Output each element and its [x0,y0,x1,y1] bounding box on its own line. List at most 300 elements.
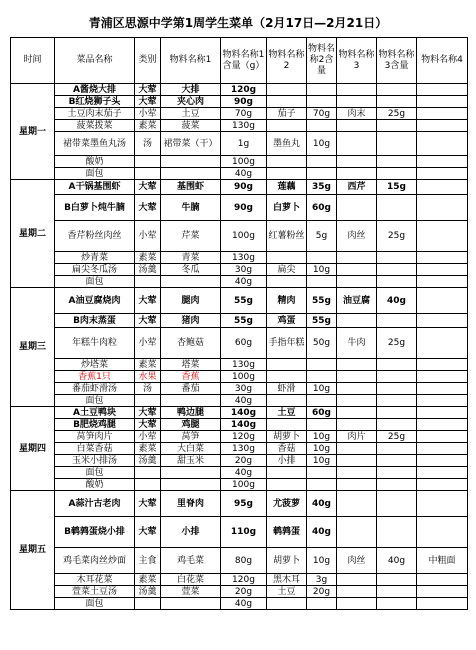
table-cell: 香芹粉丝肉丝 [55,221,135,252]
table-cell: 70g [307,108,337,120]
table-cell: 1g [221,132,267,156]
table-cell [377,252,417,264]
header-dish-name: 菜品名称 [55,38,135,84]
table-row [11,574,468,586]
table-cell: 牛腩 [161,195,221,221]
table-cell: 5g [307,221,337,252]
table-cell: 50g [307,328,337,359]
day-label: 星期三 [11,288,55,407]
table-cell [337,120,377,132]
table-cell: 胡萝卜 [267,548,307,574]
table-cell: 甜玉米 [161,455,221,467]
table-cell [337,168,377,180]
table-cell [417,517,468,548]
table-row [11,419,468,431]
table-cell: 里脊肉 [161,491,221,517]
table-cell: 90g [221,96,267,108]
table-cell [417,407,468,419]
table-cell: 140g [221,419,267,431]
table-cell: 莴笋 [161,431,221,443]
table-cell [377,479,417,491]
table-cell: 西芹 [337,180,377,195]
table-row [11,383,468,395]
table-cell: 小排 [267,455,307,467]
table-cell: 木耳花菜 [55,574,135,586]
table-cell: 大排 [161,84,221,96]
header-material-3-amount: 物料名称3含量 [377,38,417,84]
table-cell [267,395,307,407]
table-cell: 10g [307,548,337,574]
table-cell [161,395,221,407]
table-cell: 鸭边腿 [161,407,221,419]
table-row [11,108,468,120]
table-cell [417,371,468,383]
table-cell: 20g [307,586,337,598]
day-label: 星期五 [11,491,55,610]
table-cell [337,467,377,479]
table-cell: 大荤 [135,84,161,96]
table-row [11,407,468,419]
table-cell: 鸡毛菜 [161,548,221,574]
table-cell: A土豆鸭块 [55,407,135,419]
menu-body [11,84,468,610]
table-cell: 主食 [135,548,161,574]
table-cell [417,221,468,252]
table-cell: 萱菜土豆汤 [55,586,135,598]
table-cell: 素菜 [135,120,161,132]
table-row [11,120,468,132]
table-cell: 黑木耳 [267,574,307,586]
table-cell [337,96,377,108]
table-row [11,548,468,574]
table-cell: 素菜 [135,443,161,455]
table-cell: 大荤 [135,491,161,517]
table-cell: 年糕牛肉粒 [55,328,135,359]
table-cell: 大荤 [135,314,161,328]
table-cell [267,371,307,383]
table-cell [417,419,468,431]
table-cell: 10g [307,455,337,467]
table-cell [267,84,307,96]
table-cell: 55g [307,314,337,328]
table-cell [307,467,337,479]
table-cell: 精肉 [267,288,307,314]
table-cell: 冬瓜 [161,264,221,276]
table-cell [417,252,468,264]
table-cell [337,586,377,598]
table-cell [307,598,337,610]
table-cell [337,598,377,610]
table-cell: 香蕉 [161,371,221,383]
table-cell [417,598,468,610]
table-cell: 汤羹 [135,455,161,467]
table-cell: 菠菜 [161,120,221,132]
table-cell: 香菇 [267,443,307,455]
table-cell [161,156,221,168]
table-cell [307,156,337,168]
table-cell: 110g [221,517,267,548]
table-row [11,264,468,276]
table-row [11,168,468,180]
table-cell: 大白菜 [161,443,221,455]
table-cell: 60g [221,328,267,359]
table-cell [417,491,468,517]
table-cell [267,419,307,431]
table-row [11,359,468,371]
table-cell: 40g [221,467,267,479]
table-cell [377,264,417,276]
table-cell: 40g [377,288,417,314]
table-cell [377,455,417,467]
header-row [11,38,468,84]
table-cell: 40g [221,168,267,180]
table-cell: 肉丝 [337,221,377,252]
table-cell [161,598,221,610]
table-cell [417,96,468,108]
table-row [11,467,468,479]
table-cell: 55g [221,314,267,328]
table-cell: 面包 [55,598,135,610]
table-cell [267,467,307,479]
table-cell: 大荤 [135,180,161,195]
table-cell [307,395,337,407]
table-cell [377,517,417,548]
day-label: 星期二 [11,180,55,288]
table-cell: 肉丝 [337,548,377,574]
table-cell [337,419,377,431]
table-cell [267,252,307,264]
table-cell: 大荤 [135,407,161,419]
table-row [11,491,468,517]
table-cell: 100g [221,156,267,168]
table-cell: 25g [377,108,417,120]
table-cell [377,84,417,96]
table-cell: 汤羹 [135,264,161,276]
table-cell: 白花菜 [161,574,221,586]
table-cell: B肥烧鸡腿 [55,419,135,431]
table-cell: 猪肉 [161,314,221,328]
table-cell: 100g [221,479,267,491]
table-cell: 肉末 [337,108,377,120]
table-cell [417,574,468,586]
table-cell [417,132,468,156]
table-cell [337,407,377,419]
table-row [11,195,468,221]
table-cell [307,479,337,491]
table-cell: 鸡腿 [161,419,221,431]
table-cell [267,276,307,288]
table-row [11,276,468,288]
table-row [11,252,468,264]
table-cell [377,491,417,517]
header-material-1-amount: 物料名称1含量（g） [221,38,267,84]
table-cell: 20g [221,455,267,467]
table-cell [417,443,468,455]
table-cell [307,419,337,431]
table-cell: B肉末蒸蛋 [55,314,135,328]
table-cell [337,574,377,586]
table-cell: 腿肉 [161,288,221,314]
day-label: 星期四 [11,407,55,491]
table-row [11,443,468,455]
table-row [11,517,468,548]
header-time: 时间 [11,38,55,84]
header-material-1: 物料名称1 [161,38,221,84]
table-cell [135,168,161,180]
table-cell: 土豆 [267,407,307,419]
table-cell [267,156,307,168]
table-cell [307,96,337,108]
table-cell [337,517,377,548]
table-cell: 25g [377,431,417,443]
table-cell: 大荤 [135,96,161,108]
table-cell: 小荤 [135,431,161,443]
table-cell: 汤 [135,383,161,395]
table-row [11,314,468,328]
table-cell [337,383,377,395]
table-cell [417,383,468,395]
table-cell: 大荤 [135,195,161,221]
table-cell: 小排 [161,517,221,548]
table-cell: 面包 [55,395,135,407]
table-cell: 30g [221,264,267,276]
table-cell: 120g [221,431,267,443]
table-cell: 牛肉 [337,328,377,359]
table-cell: 酸奶 [55,156,135,168]
table-cell [417,314,468,328]
table-cell [337,195,377,221]
table-cell [267,96,307,108]
table-cell [337,455,377,467]
table-cell [417,455,468,467]
table-cell [267,598,307,610]
table-cell: 130g [221,252,267,264]
table-cell: 大荤 [135,288,161,314]
table-cell: 130g [221,359,267,371]
table-cell [417,467,468,479]
table-cell: 中粗面 [417,548,468,574]
table-cell [417,586,468,598]
table-cell: B鹌鹑蛋烧小排 [55,517,135,548]
table-cell: 130g [221,120,267,132]
table-cell [307,252,337,264]
table-cell [417,120,468,132]
table-cell: 25g [377,221,417,252]
table-cell: 扁尖冬瓜汤 [55,264,135,276]
table-cell [417,431,468,443]
table-cell: A酱烧大排 [55,84,135,96]
table-cell: 素菜 [135,574,161,586]
table-cell [377,96,417,108]
table-cell: 手指年糕 [267,328,307,359]
table-cell [135,467,161,479]
table-cell [417,288,468,314]
header-material-2: 物料名称2 [267,38,307,84]
table-cell: 茄子 [267,108,307,120]
header-material-2-amount: 物料名称2含量 [307,38,337,84]
menu-table [10,37,468,610]
table-cell: 塔菜 [161,359,221,371]
table-cell [161,479,221,491]
table-cell [135,156,161,168]
table-cell: 120g [221,84,267,96]
table-cell: 55g [221,288,267,314]
table-cell: 鸡毛菜肉丝炒面 [55,548,135,574]
table-cell: 大荤 [135,419,161,431]
table-cell [307,359,337,371]
table-cell: 大荤 [135,517,161,548]
table-cell: B白萝卜炖牛腩 [55,195,135,221]
table-cell [377,586,417,598]
table-cell: 100g [221,221,267,252]
table-cell: 番茄虾滑汤 [55,383,135,395]
table-cell [377,598,417,610]
table-cell: 面包 [55,276,135,288]
table-row [11,395,468,407]
table-cell [417,180,468,195]
table-row [11,431,468,443]
table-cell: 萱菜 [161,586,221,598]
table-cell [377,168,417,180]
table-cell: 25g [377,328,417,359]
table-cell: 60g [307,407,337,419]
table-cell: 40g [307,517,337,548]
table-cell: 汤 [135,132,161,156]
table-row [11,328,468,359]
table-cell: 120g [221,574,267,586]
table-cell: 80g [221,548,267,574]
table-cell: 酸奶 [55,479,135,491]
table-cell [337,276,377,288]
table-cell: 玉米小排汤 [55,455,135,467]
table-cell: 40g [307,491,337,517]
table-row [11,156,468,168]
table-cell: 小荤 [135,328,161,359]
table-cell [337,132,377,156]
header-material-3: 物料名称3 [337,38,377,84]
table-row [11,479,468,491]
table-cell: 140g [221,407,267,419]
table-cell: 10g [307,132,337,156]
table-cell [135,276,161,288]
table-cell: 95g [221,491,267,517]
table-cell: 水果 [135,371,161,383]
table-cell [377,156,417,168]
header-material-4: 物料名称4 [417,38,468,84]
table-cell: 红薯粉丝 [267,221,307,252]
table-cell [417,156,468,168]
table-cell: 10g [307,443,337,455]
table-cell: 裙带菜（干） [161,132,221,156]
table-cell [161,168,221,180]
table-cell [337,314,377,328]
table-cell [377,407,417,419]
table-cell: 90g [221,180,267,195]
table-cell [337,252,377,264]
table-cell [417,359,468,371]
table-cell: 15g [377,180,417,195]
table-row [11,84,468,96]
table-cell [337,156,377,168]
table-cell: 杏鲍菇 [161,328,221,359]
table-row [11,132,468,156]
table-cell: 40g [221,598,267,610]
table-cell: 土豆 [161,108,221,120]
table-cell [267,168,307,180]
table-cell: 70g [221,108,267,120]
table-cell [417,276,468,288]
table-cell [337,84,377,96]
table-cell: 芹菜 [161,221,221,252]
header-category: 类别 [135,38,161,84]
table-cell [377,276,417,288]
table-cell [307,371,337,383]
table-cell [337,491,377,517]
table-cell: A油豆腐烧肉 [55,288,135,314]
table-cell: 35g [307,180,337,195]
table-cell [377,132,417,156]
table-cell: A干锅基围虾 [55,180,135,195]
table-cell: 墨鱼丸 [267,132,307,156]
table-cell [307,168,337,180]
table-cell: 胡萝卜 [267,431,307,443]
table-cell [135,598,161,610]
day-label: 星期一 [11,84,55,180]
table-cell: 白萝卜 [267,195,307,221]
table-cell: 55g [307,288,337,314]
table-cell [377,195,417,221]
table-cell [417,328,468,359]
table-cell: 小荤 [135,221,161,252]
table-cell [417,395,468,407]
table-cell: 100g [221,371,267,383]
table-cell: B红烧狮子头 [55,96,135,108]
table-cell [377,395,417,407]
table-cell: 基围虾 [161,180,221,195]
table-row [11,455,468,467]
table-row [11,288,468,314]
table-row [11,371,468,383]
table-cell [417,264,468,276]
table-cell [417,479,468,491]
table-cell [337,479,377,491]
table-cell [377,120,417,132]
table-cell: 莲藕 [267,180,307,195]
table-cell [307,276,337,288]
table-cell: 油豆腐 [337,288,377,314]
table-cell [337,371,377,383]
table-cell: 鸡蛋 [267,314,307,328]
table-row [11,96,468,108]
table-cell [377,359,417,371]
table-cell: 素菜 [135,252,161,264]
table-cell [161,276,221,288]
table-cell [267,359,307,371]
table-cell [417,195,468,221]
table-cell: 汤羹 [135,586,161,598]
table-cell [337,264,377,276]
table-cell [135,479,161,491]
table-cell: 尤菠萝 [267,491,307,517]
table-cell: 番茄 [161,383,221,395]
table-cell: 炒塔菜 [55,359,135,371]
table-cell: 青菜 [161,252,221,264]
table-cell: 10g [307,264,337,276]
table-cell [377,419,417,431]
table-cell [337,359,377,371]
table-row [11,598,468,610]
table-cell [417,168,468,180]
